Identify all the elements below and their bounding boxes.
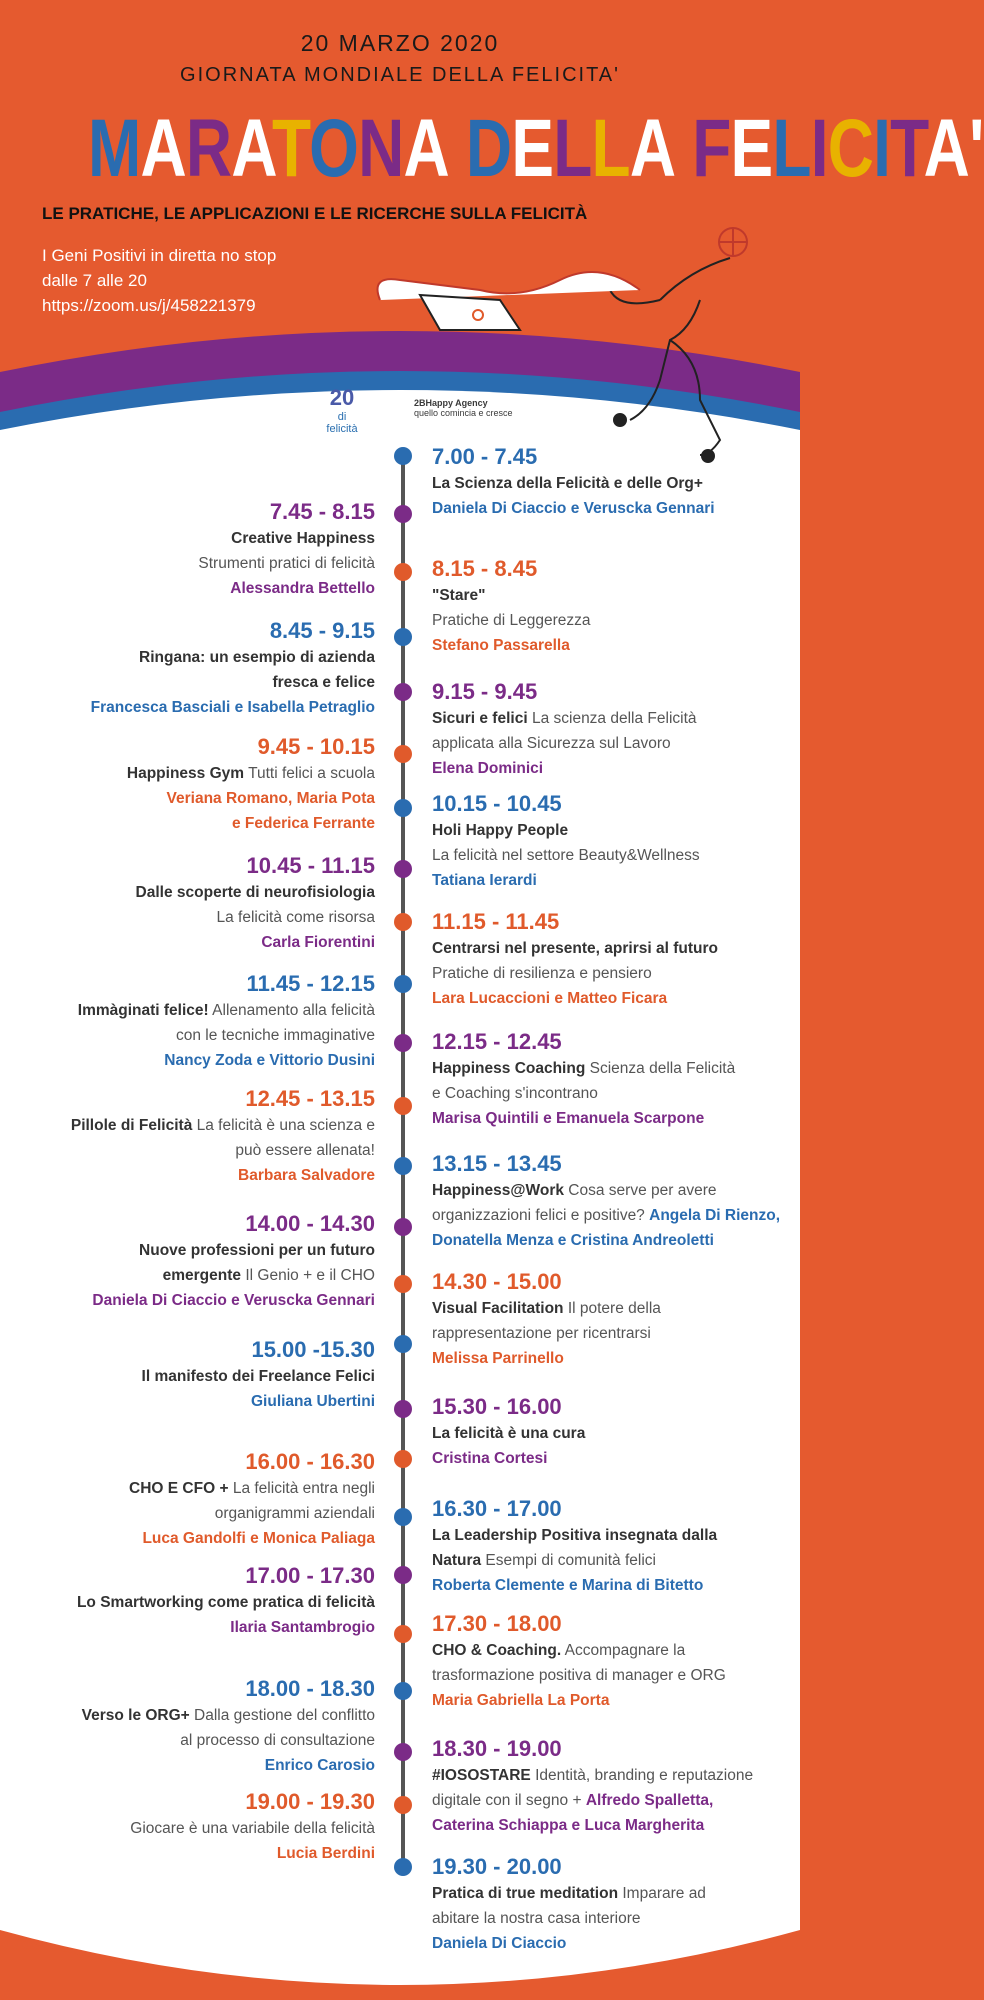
slot-time: 7.45 - 8.15 bbox=[269, 499, 375, 524]
schedule-slot bbox=[432, 790, 700, 893]
slot-line bbox=[432, 1203, 780, 1228]
slot-description: al processo di consultazione bbox=[180, 1732, 375, 1749]
slot-time: 16.00 - 16.30 bbox=[245, 1449, 375, 1474]
slot-title: organizzazioni felici e positive? bbox=[432, 1207, 645, 1224]
timeline-dot bbox=[394, 628, 412, 646]
slot-title: Dalle scoperte di neurofisiologia bbox=[135, 884, 375, 901]
slot-description: Accompagnare la bbox=[564, 1642, 686, 1659]
slot-time: 19.00 - 19.30 bbox=[245, 1789, 375, 1814]
slot-time: 10.45 - 11.15 bbox=[246, 853, 375, 878]
schedule-slot bbox=[136, 852, 375, 955]
slot-line bbox=[71, 1113, 375, 1138]
zoom-link[interactable]: https://zoom.us/j/458221379 bbox=[42, 296, 256, 315]
schedule-slot bbox=[82, 1675, 375, 1778]
title-letter: T bbox=[890, 103, 924, 194]
slot-description: Il potere della bbox=[567, 1300, 661, 1317]
title-letter: A bbox=[629, 103, 676, 194]
timeline-dot bbox=[394, 1508, 412, 1526]
slot-line bbox=[432, 1638, 726, 1663]
slot-time: 19.30 - 20.00 bbox=[432, 1854, 562, 1879]
slot-title: Ringana: un esempio di azienda bbox=[139, 649, 375, 666]
slot-line bbox=[78, 998, 375, 1023]
slot-time: 11.45 - 12.15 bbox=[246, 971, 375, 996]
slot-speaker: Carla Fiorentini bbox=[261, 934, 375, 951]
schedule-slot bbox=[432, 1495, 717, 1598]
slot-time: 8.45 - 9.15 bbox=[269, 618, 375, 643]
slot-description: La felicità come risorsa bbox=[216, 909, 375, 926]
timeline-dot bbox=[394, 1566, 412, 1584]
timeline-dot bbox=[394, 683, 412, 701]
timeline-dot bbox=[394, 975, 412, 993]
logo-tagline: quello comincia e cresce bbox=[414, 408, 513, 418]
slot-description: La felicità entra negli bbox=[232, 1480, 375, 1497]
slot-description: e Coaching s'incontrano bbox=[432, 1085, 598, 1102]
title-letter: O bbox=[309, 103, 359, 194]
title-letter: I bbox=[810, 103, 828, 194]
subtitle: LE PRATICHE, LE APPLICAZIONI E LE RICERCHE SULLA FELICITÀ bbox=[42, 204, 588, 223]
title-letter: F bbox=[692, 103, 731, 194]
slot-description: può essere allenata! bbox=[235, 1142, 375, 1159]
slot-line bbox=[432, 706, 697, 731]
slot-title: #IOSOSTARE bbox=[432, 1767, 531, 1784]
slot-description: Tutti felici a scuola bbox=[248, 765, 375, 782]
slot-title: Happiness@Work bbox=[432, 1182, 564, 1199]
timeline-dot bbox=[394, 505, 412, 523]
slot-line bbox=[129, 1476, 375, 1501]
slot-title: CHO & Coaching. bbox=[432, 1642, 562, 1659]
slot-line bbox=[432, 1881, 706, 1906]
slot-time: 8.15 - 8.45 bbox=[432, 556, 538, 581]
slot-time: 14.00 - 14.30 bbox=[245, 1211, 375, 1236]
slot-description: Cosa serve per avere bbox=[568, 1182, 717, 1199]
slot-speaker: Luca Gandolfi e Monica Paliaga bbox=[142, 1530, 375, 1547]
title-letter: I bbox=[873, 103, 891, 194]
slot-description: Il Genio + e il CHO bbox=[245, 1267, 375, 1284]
logo-name: 2BHappy Agency bbox=[414, 398, 488, 408]
slot-description: La scienza della Felicità bbox=[531, 710, 697, 727]
slot-speaker: Maria Gabriella La Porta bbox=[432, 1692, 610, 1709]
timeline-dot bbox=[394, 1682, 412, 1700]
logo-text: di felicità bbox=[326, 411, 358, 435]
title-letter: A bbox=[403, 103, 449, 194]
title-letter: R bbox=[185, 103, 232, 194]
title-letter: C bbox=[827, 103, 874, 194]
slot-speaker: Angela Di Rienzo, bbox=[649, 1207, 781, 1224]
timeline-dot bbox=[394, 1218, 412, 1236]
slot-description: Pratiche di resilienza e pensiero bbox=[432, 965, 652, 982]
schedule-slot bbox=[77, 1562, 375, 1640]
slot-title: Happiness Gym bbox=[126, 765, 245, 782]
schedule-slot bbox=[129, 1448, 375, 1551]
logo-2bhappy bbox=[414, 398, 513, 418]
timeline-dot bbox=[394, 1450, 412, 1468]
title-letter: D bbox=[465, 103, 512, 194]
slot-title: Happiness Coaching bbox=[432, 1060, 586, 1077]
schedule-slot bbox=[432, 678, 697, 781]
intro-line: I Geni Positivi in diretta no stop bbox=[42, 246, 277, 265]
slot-time: 15.00 -15.30 bbox=[251, 1337, 375, 1362]
slot-title: La felicità è una cura bbox=[432, 1425, 586, 1442]
slot-speaker: Lara Lucaccioni e Matteo Ficara bbox=[432, 990, 668, 1007]
slot-description: Pratiche di Leggerezza bbox=[432, 612, 591, 629]
slot-description: La felicità nel settore Beauty&Wellness bbox=[432, 847, 700, 864]
timeline-dot bbox=[394, 1796, 412, 1814]
timeline-dot bbox=[394, 1858, 412, 1876]
slot-title: Holi Happy People bbox=[432, 822, 569, 839]
slot-description: applicata alla Sicurezza sul Lavoro bbox=[432, 735, 671, 752]
slot-description: Scienza della Felicità bbox=[589, 1060, 736, 1077]
slot-title: Centrarsi nel presente, aprirsi al futuro bbox=[432, 940, 718, 957]
slot-time: 9.15 - 9.45 bbox=[432, 679, 538, 704]
slot-time: 11.15 - 11.45 bbox=[432, 909, 560, 934]
slot-time: 15.30 - 16.00 bbox=[432, 1394, 562, 1419]
slot-title: Natura bbox=[432, 1552, 482, 1569]
slot-speaker: Lucia Berdini bbox=[276, 1845, 375, 1862]
timeline-dot bbox=[394, 860, 412, 878]
slot-description: organigrammi aziendali bbox=[214, 1505, 375, 1522]
timeline-dot bbox=[394, 563, 412, 581]
slot-description: Strumenti pratici di felicità bbox=[198, 555, 375, 572]
slot-speaker: Ilaria Santambrogio bbox=[230, 1619, 375, 1636]
slot-title: Pratica di true meditation bbox=[432, 1885, 619, 1902]
slot-title: Lo Smartworking come pratica di felicità bbox=[76, 1594, 375, 1611]
slot-speaker: Daniela Di Ciaccio e Veruscka Gennari bbox=[432, 500, 715, 517]
schedule-slot bbox=[432, 1610, 726, 1713]
title-letter: E bbox=[730, 103, 773, 194]
slot-time: 12.15 - 12.45 bbox=[432, 1029, 562, 1054]
slot-title: Immàginati felice! bbox=[77, 1002, 209, 1019]
slot-title: digitale con il segno + bbox=[432, 1792, 582, 1809]
slot-line bbox=[432, 1296, 661, 1321]
slot-line bbox=[432, 1178, 780, 1203]
slot-title: Visual Facilitation bbox=[432, 1300, 564, 1317]
title-letter bbox=[675, 103, 692, 194]
slot-description: Allenamento alla felicità bbox=[212, 1002, 375, 1019]
slot-description: La felicità è una scienza e bbox=[196, 1117, 375, 1134]
slot-description: Giocare è una variabile della felicità bbox=[130, 1820, 375, 1837]
slot-speaker: Enrico Carosio bbox=[264, 1757, 375, 1774]
timeline-dot bbox=[394, 1275, 412, 1293]
slot-description: abitare la nostra casa interiore bbox=[432, 1910, 641, 1927]
slot-description: con le tecniche immaginative bbox=[175, 1027, 375, 1044]
schedule-slot bbox=[432, 908, 718, 1011]
slot-title: Creative Happiness bbox=[231, 530, 375, 547]
slot-speaker: Stefano Passarella bbox=[432, 637, 570, 654]
schedule-slot bbox=[71, 1085, 375, 1188]
title-letter: T bbox=[271, 103, 310, 194]
schedule-slot bbox=[78, 970, 375, 1073]
schedule-slot bbox=[432, 1150, 780, 1253]
title-letter: L bbox=[772, 103, 811, 194]
schedule-slot bbox=[432, 443, 715, 521]
slot-description: Identità, branding e reputazione bbox=[535, 1767, 754, 1784]
schedule-slot bbox=[432, 1393, 585, 1471]
timeline-dot bbox=[394, 1743, 412, 1761]
title-letter: A bbox=[923, 103, 970, 194]
slot-title: Nuove professioni per un futuro bbox=[139, 1242, 375, 1259]
slot-time: 17.00 - 17.30 bbox=[245, 1563, 375, 1588]
slot-line bbox=[432, 1788, 753, 1813]
slot-line bbox=[92, 1263, 375, 1288]
slot-speaker: Roberta Clemente e Marina di Bitetto bbox=[432, 1577, 704, 1594]
schedule-slot bbox=[432, 555, 591, 658]
timeline-dot bbox=[394, 913, 412, 931]
slot-description: Esempi di comunità felici bbox=[485, 1552, 656, 1569]
main-title bbox=[88, 103, 984, 194]
schedule-slot bbox=[432, 1028, 735, 1131]
slot-time: 18.30 - 19.00 bbox=[432, 1736, 562, 1761]
slot-title: Pillole di Felicità bbox=[70, 1117, 193, 1134]
slot-speaker: Cristina Cortesi bbox=[432, 1450, 548, 1467]
slot-title: Verso le ORG+ bbox=[81, 1707, 190, 1724]
slot-speaker: Giuliana Ubertini bbox=[250, 1393, 375, 1410]
intro-line: dalle 7 alle 20 bbox=[42, 271, 147, 290]
title-letter: N bbox=[358, 103, 404, 194]
title-letter: L bbox=[553, 103, 592, 194]
slot-title: Il manifesto dei Freelance Felici bbox=[141, 1368, 375, 1385]
slot-description: Imparare ad bbox=[622, 1885, 706, 1902]
schedule-slot bbox=[91, 617, 375, 720]
slot-time: 9.45 - 10.15 bbox=[257, 734, 375, 759]
logo-number: 20 bbox=[329, 385, 355, 410]
schedule-slot bbox=[432, 1268, 661, 1371]
title-letter: L bbox=[591, 103, 630, 194]
slot-speaker: e Federica Ferrante bbox=[231, 815, 375, 832]
schedule-slot bbox=[198, 498, 375, 601]
title-letter bbox=[449, 103, 466, 194]
slot-title: CHO E CFO + bbox=[129, 1480, 229, 1497]
slot-description: Dalla gestione del conflitto bbox=[194, 1707, 375, 1724]
schedule-slot bbox=[127, 733, 375, 836]
slot-speaker: Donatella Menza e Cristina Andreoletti bbox=[432, 1232, 714, 1249]
timeline-dot bbox=[394, 1034, 412, 1052]
slot-line bbox=[127, 761, 375, 786]
slot-time: 12.45 - 13.15 bbox=[245, 1086, 375, 1111]
timeline-dot bbox=[394, 447, 412, 465]
title-letter: A bbox=[140, 103, 186, 194]
slot-speaker: Veriana Romano, Maria Pota bbox=[166, 790, 375, 807]
timeline-dot bbox=[394, 1400, 412, 1418]
slot-time: 18.00 - 18.30 bbox=[245, 1676, 375, 1701]
slot-time: 16.30 - 17.00 bbox=[432, 1496, 562, 1521]
slot-speaker: Elena Dominici bbox=[432, 760, 544, 777]
title-letter: M bbox=[88, 103, 141, 194]
slot-title: "Stare" bbox=[432, 587, 486, 604]
timeline-dot bbox=[394, 1097, 412, 1115]
title-letter: ' bbox=[969, 103, 984, 194]
slot-description: rappresentazione per ricentrarsi bbox=[432, 1325, 651, 1342]
title-letter: A bbox=[231, 103, 272, 194]
slot-line bbox=[82, 1703, 375, 1728]
slot-title: emergente bbox=[162, 1267, 242, 1284]
slot-speaker: Tatiana Ierardi bbox=[432, 872, 537, 889]
timeline-dot bbox=[394, 1625, 412, 1643]
slot-time: 13.15 - 13.45 bbox=[432, 1151, 562, 1176]
slot-speaker: Alfredo Spalletta, bbox=[585, 1792, 714, 1809]
slot-speaker: Caterina Schiappa e Luca Margherita bbox=[432, 1817, 705, 1834]
logo-20-di-felicita bbox=[322, 385, 362, 435]
schedule-slot bbox=[130, 1788, 375, 1866]
schedule-slot bbox=[432, 1735, 753, 1838]
schedule-slot bbox=[142, 1336, 375, 1414]
schedule-slot bbox=[432, 1853, 706, 1956]
slot-speaker: Marisa Quintili e Emanuela Scarpone bbox=[432, 1110, 705, 1127]
slot-title: fresca e felice bbox=[272, 674, 375, 691]
slot-title: Sicuri e felici bbox=[432, 710, 528, 727]
slot-speaker: Alessandra Bettello bbox=[230, 580, 375, 597]
slot-speaker: Nancy Zoda e Vittorio Dusini bbox=[164, 1052, 375, 1069]
title-letter: E bbox=[511, 103, 554, 194]
event-date: 20 MARZO 2020 bbox=[300, 30, 500, 56]
timeline-dot bbox=[394, 799, 412, 817]
schedule-slot bbox=[92, 1210, 375, 1313]
timeline-dot bbox=[394, 745, 412, 763]
slot-speaker: Daniela Di Ciaccio bbox=[432, 1935, 567, 1952]
slot-time: 10.15 - 10.45 bbox=[432, 791, 562, 816]
slot-line bbox=[432, 1763, 753, 1788]
slot-time: 14.30 - 15.00 bbox=[432, 1269, 562, 1294]
timeline-dot bbox=[394, 1335, 412, 1353]
event-day: GIORNATA MONDIALE DELLA FELICITA' bbox=[180, 64, 620, 86]
slot-time: 17.30 - 18.00 bbox=[432, 1611, 562, 1636]
slot-speaker: Francesca Basciali e Isabella Petraglio bbox=[90, 699, 375, 716]
slot-speaker: Daniela Di Ciaccio e Veruscka Gennari bbox=[92, 1292, 375, 1309]
timeline-dot bbox=[394, 1157, 412, 1175]
slot-title: La Leadership Positiva insegnata dalla bbox=[432, 1527, 718, 1544]
slot-speaker: Melissa Parrinello bbox=[432, 1350, 564, 1367]
slot-time: 7.00 - 7.45 bbox=[432, 444, 538, 469]
slot-description: trasformazione positiva di manager e ORG bbox=[432, 1667, 726, 1684]
slot-speaker: Barbara Salvadore bbox=[238, 1167, 375, 1184]
slot-line bbox=[432, 1548, 717, 1573]
slot-line bbox=[432, 1056, 735, 1081]
slot-title: La Scienza della Felicità e delle Org+ bbox=[432, 475, 703, 492]
